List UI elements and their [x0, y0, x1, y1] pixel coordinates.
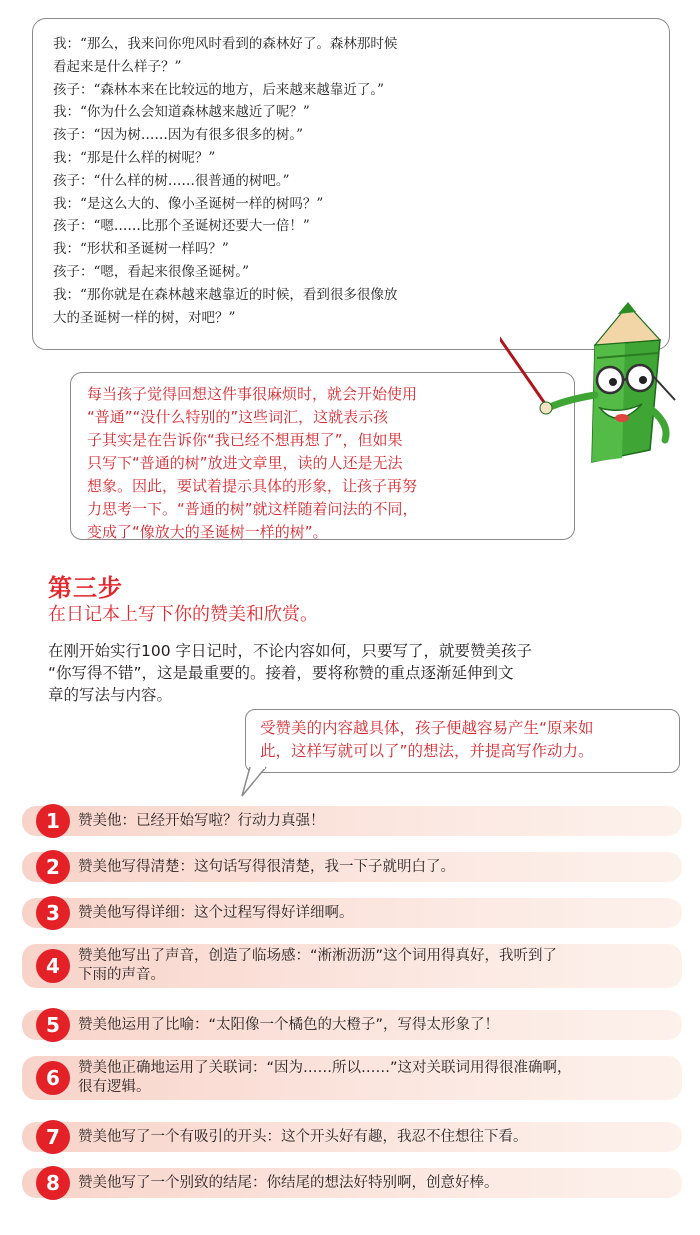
- praise-text: 很有逻辑。: [78, 1079, 151, 1095]
- dialogue-line: 看起来是什么样子？”: [53, 58, 182, 75]
- body-line: 章的写法与内容。: [48, 686, 173, 704]
- body-line: 在刚开始实行100 字日记时，不论内容如何，只要写了，就要赞美孩子: [48, 642, 533, 660]
- praise-item-3: [22, 898, 682, 928]
- body-line: “你写得不错”，这是最重要的。接着，要将称赞的重点逐渐延伸到文: [48, 664, 514, 682]
- dialogue-line: 我：“那你就是在森林越来越靠近的时候，看到很多很像放: [53, 286, 398, 303]
- note-line: 只写下“普通的树”放进文章里，读的人还是无法: [87, 454, 403, 472]
- dialogue-line: 孩子：“嗯，看起来很像圣诞树。”: [53, 263, 250, 280]
- number-badge: 8: [36, 1166, 70, 1200]
- dialogue-line: 孩子：“森林本来在比较远的地方，后来越来越靠近了。”: [53, 81, 385, 98]
- dialogue-line: 我：“你为什么会知道森林越来越近了呢？”: [53, 104, 310, 121]
- note-line: 想象。因此，要试着提示具体的形象，让孩子再努: [87, 477, 418, 495]
- praise-text: 下雨的声音。: [78, 967, 165, 983]
- dialogue-line: 我：“是这么大的、像小圣诞树一样的树吗？”: [53, 195, 324, 212]
- praise-item-7: [22, 1122, 682, 1152]
- tip-line: 此，这样写就可以了”的想法，并提高写作动力。: [260, 742, 594, 760]
- note-line: 变成了“像放大的圣诞树一样的树”。: [87, 523, 328, 541]
- number-badge: 4: [36, 949, 70, 983]
- dialogue-line: 孩子：“嗯……比那个圣诞树还要大一倍！”: [53, 218, 310, 235]
- praise-text: 赞美他写出了声音，创造了临场感：“淅淅沥沥”这个词用得真好，我听到了: [78, 948, 558, 964]
- number-badge: 3: [36, 896, 70, 930]
- number-badge: 2: [36, 850, 70, 884]
- dialogue-line: 孩子：“什么样的树……很普通的树吧。”: [53, 172, 290, 189]
- praise-text: 赞美他写得详细：这个过程写得好详细啊。: [78, 905, 354, 921]
- praise-text: 赞美他运用了比喻：“太阳像一个橘色的大橙子”，写得太形象了！: [78, 1017, 500, 1033]
- note-line: 力思考一下。“普通的树”就这样随着问法的不同，: [87, 500, 418, 518]
- praise-text: 赞美他：已经开始写啦？行动力真强！: [78, 813, 325, 829]
- praise-item-8: [22, 1168, 682, 1198]
- praise-text: 赞美他写了一个有吸引的开头：这个开头好有趣，我忍不住想往下看。: [78, 1129, 528, 1145]
- body-paragraph: [48, 640, 658, 706]
- tip-line: 受赞美的内容越具体，孩子便越容易产生“原来如: [260, 719, 594, 737]
- praise-item-4: [22, 944, 682, 988]
- number-badge: 6: [36, 1061, 70, 1095]
- praise-text: 赞美他写得清楚：这句话写得很清楚，我一下子就明白了。: [78, 859, 455, 875]
- number-badge: 1: [36, 804, 70, 838]
- praise-text: 赞美他写了一个别致的结尾：你结尾的想法好特别啊，创意好棒。: [78, 1175, 499, 1191]
- dialogue-line: 我：“形状和圣诞树一样吗？”: [53, 241, 229, 258]
- number-badge: 5: [36, 1008, 70, 1042]
- note-line: 子其实是在告诉你“我已经不想再想了”，但如果: [87, 431, 403, 449]
- praise-item-5: [22, 1010, 682, 1040]
- step-title: 第三步: [48, 574, 123, 602]
- dialogue-line: 我：“那么，我来问你兜风时看到的森林好了。森林那时候: [53, 36, 398, 52]
- note-line: “普通”“没什么特别的”这些词汇，这就表示孩: [87, 408, 389, 426]
- praise-item-2: [22, 852, 682, 882]
- praise-item-1: [22, 806, 682, 836]
- note-line: 每当孩子觉得回想这件事很麻烦时，就会开始使用: [87, 385, 418, 403]
- dialogue-line: 我：“那是什么样的树呢？”: [53, 149, 216, 166]
- dialogue-line: 孩子：“因为树……因为有很多很多的树。”: [53, 127, 304, 144]
- dialogue-line: 大的圣诞树一样的树，对吧？”: [53, 309, 236, 326]
- praise-text: 赞美他正确地运用了关联词：“因为……所以……”这对关联词用得很准确啊，: [78, 1060, 572, 1076]
- number-badge: 7: [36, 1120, 70, 1154]
- pencil-mascot-illustration: [500, 300, 690, 500]
- step-subtitle: 在日记本上写下你的赞美和欣赏。: [48, 604, 318, 625]
- tip-bubble: [245, 709, 680, 773]
- bubble-tail: [228, 766, 268, 806]
- praise-item-6: [22, 1056, 682, 1100]
